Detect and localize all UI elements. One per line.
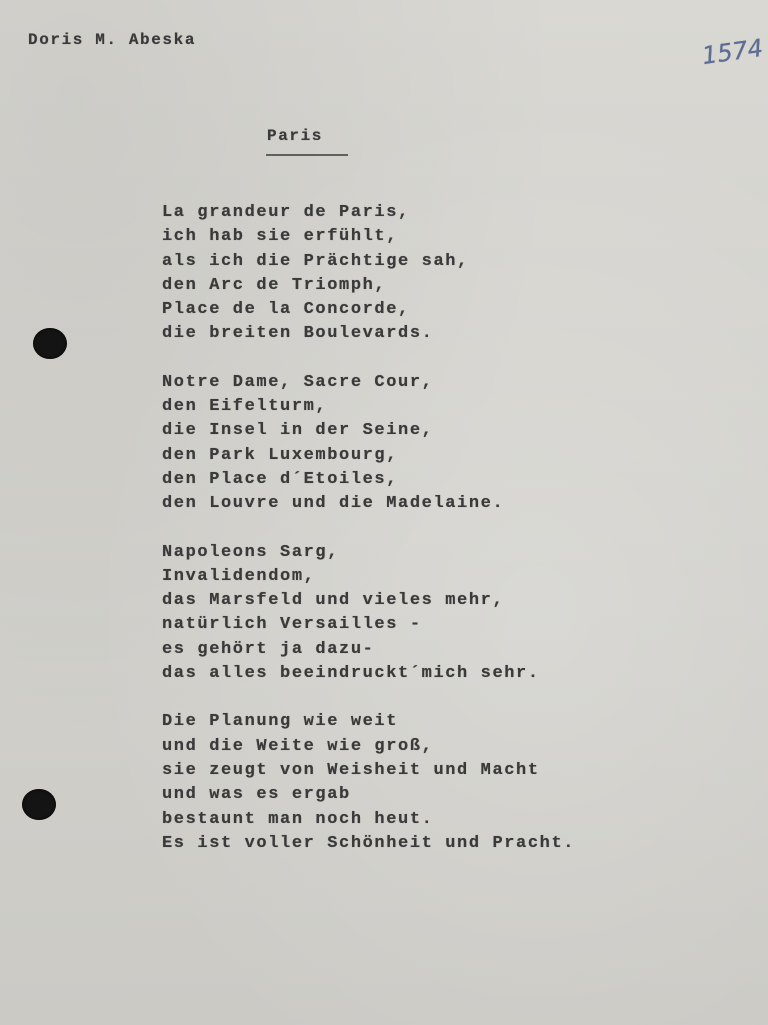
poem-line: und was es ergab <box>162 785 351 805</box>
poem-line: Napoleons Sarg, <box>162 542 340 562</box>
stanza-4 <box>162 710 575 856</box>
poem-body <box>162 201 575 880</box>
punch-hole-top <box>33 328 67 359</box>
poem-line: die Insel in der Seine, <box>162 421 434 441</box>
stanza-1 <box>162 201 575 347</box>
poem-line: La grandeur de Paris, <box>162 203 410 222</box>
poem-line: und die Weite wie groß, <box>162 736 434 756</box>
stanza-2 <box>162 371 575 517</box>
stanza-3 <box>162 541 575 687</box>
poem-line: als ich die Prächtige sah, <box>162 251 469 271</box>
author-name: Doris M. Abeska <box>28 31 197 49</box>
poem-line: den Park Luxembourg, <box>162 445 399 465</box>
poem-line: die breiten Boulevards. <box>162 324 434 344</box>
poem-line: Place de la Concorde, <box>162 300 410 320</box>
poem-line: das alles beeindruckt´mich sehr. <box>162 664 540 684</box>
poem-line: Die Planung wie weit <box>162 712 399 732</box>
poem-title: Paris <box>267 127 324 145</box>
poem-line: das Marsfeld und vieles mehr, <box>162 591 505 611</box>
poem-line: den Place d´Etoiles, <box>162 469 399 489</box>
poem-line: sie zeugt von Weisheit und Macht <box>162 760 540 780</box>
punch-hole-bottom <box>22 789 56 820</box>
poem-line: Invalidendom, <box>162 566 316 586</box>
poem-line: den Louvre und die Madelaine. <box>162 494 505 514</box>
poem-line: Notre Dame, Sacre Cour, <box>162 372 434 392</box>
handwritten-archive-number: 1574 <box>700 33 765 71</box>
poem-line: ich hab sie erfühlt, <box>162 227 399 247</box>
poem-line: Es ist voller Schönheit und Pracht. <box>162 833 576 853</box>
poem-line: den Eifelturm, <box>162 397 328 417</box>
poem-line: den Arc de Triomph, <box>162 275 387 295</box>
poem-title-block <box>267 127 348 156</box>
poem-line: es gehört ja dazu- <box>162 639 375 659</box>
title-underline <box>266 154 348 156</box>
poem-line: bestaunt man noch heut. <box>162 809 434 829</box>
poem-line: natürlich Versailles - <box>162 615 422 635</box>
